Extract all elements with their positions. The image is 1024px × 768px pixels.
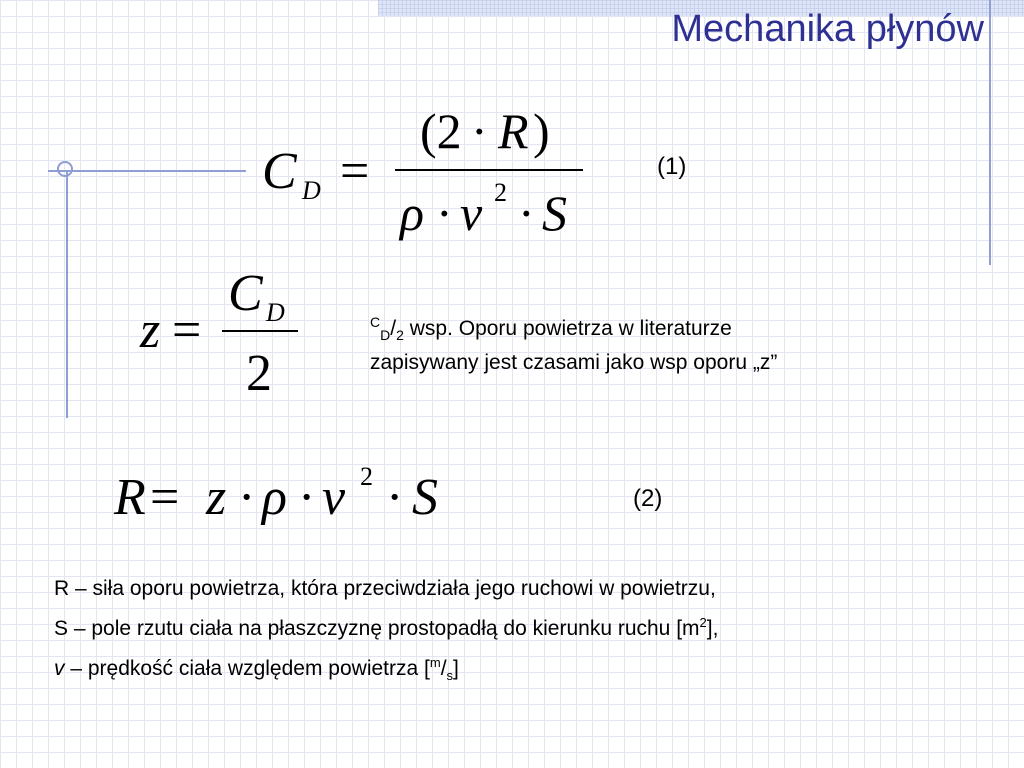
eq2-lhs: R	[114, 469, 146, 526]
decor-vertical-line-right	[989, 0, 991, 265]
eq1-fraction-bar	[395, 169, 583, 171]
equation-1-label: (1)	[657, 153, 687, 180]
definition-s-end: ],	[706, 617, 719, 640]
decor-ring	[57, 161, 73, 177]
definition-s-exponent: 2	[699, 615, 707, 630]
variable-definitions	[54, 572, 1004, 693]
note-c-subscript: D	[380, 327, 391, 344]
definition-v-unit-numerator: m	[429, 655, 441, 670]
note-line-1	[370, 308, 970, 349]
slide-title: Mechanika płynów	[671, 8, 984, 50]
eq1-equals: =	[340, 143, 370, 200]
eq1-denominator-rho: ρ	[400, 185, 424, 241]
decor-vertical-line-left	[66, 170, 68, 418]
eq1-numerator-open: (2	[420, 103, 462, 159]
eq1-lhs: C	[262, 143, 297, 200]
eqz-denominator: 2	[246, 345, 272, 402]
eq1-denominator-exponent: 2	[494, 178, 507, 207]
eq2-equals: =	[150, 469, 180, 526]
definition-s-text: S – pole rzutu ciała na płaszczyznę prostopadłą do kierunku ruchu [m	[54, 617, 700, 640]
equation-2-label: (2)	[633, 485, 663, 512]
decor-horizontal-line-left	[48, 170, 246, 172]
eq1-denominator-dot1: ·	[436, 185, 453, 241]
eq1-numerator-r: R	[498, 103, 529, 159]
note-slash: /	[390, 317, 397, 340]
eq2-v: v	[322, 469, 346, 526]
eqz-equals: =	[172, 302, 202, 359]
eq2-exponent: 2	[360, 462, 373, 491]
eqz-numerator-subscript: D	[266, 298, 285, 327]
eq1-denominator-v: v	[460, 185, 483, 241]
eq2-s: S	[412, 469, 438, 526]
definition-v	[54, 646, 1004, 693]
eq1-lhs-subscript: D	[302, 176, 321, 205]
note-c: C	[370, 314, 381, 330]
eq2-dot2: ·	[298, 469, 316, 526]
definition-v-text: – prędkość ciała względem powietrza [	[64, 657, 430, 680]
eq2-dot3: ·	[386, 469, 404, 526]
eq2-dot1: ·	[238, 469, 256, 526]
eq1-denominator-dot2: ·	[518, 185, 535, 241]
eq2-z: z	[206, 469, 227, 526]
eq1-denominator-s: S	[542, 185, 567, 241]
note-line-2: zapisywany jest czasami jako wsp oporu „z”	[370, 351, 778, 375]
definition-v-unit-denominator: s	[446, 668, 454, 684]
coefficient-note	[370, 308, 970, 377]
eq1-numerator-dot: ·	[471, 103, 488, 159]
note-two: 2	[396, 327, 404, 344]
note-line-1-text: wsp. Oporu powietrza w literaturze	[403, 317, 732, 340]
eq1-numerator-close: )	[533, 103, 550, 159]
eqz-numerator-c: C	[228, 265, 263, 322]
definition-v-symbol: v	[54, 657, 65, 680]
eqz-fraction-bar	[222, 330, 298, 332]
definition-v-end: ]	[453, 657, 459, 680]
definition-v-unit-slash: /	[440, 657, 447, 680]
eqz-lhs: z	[140, 302, 161, 359]
eq2-rho: ρ	[262, 469, 287, 526]
definition-s	[54, 606, 1004, 646]
definition-r: R – siła oporu powietrza, która przeciwdziała jego ruchowi w powietrzu,	[54, 577, 716, 600]
